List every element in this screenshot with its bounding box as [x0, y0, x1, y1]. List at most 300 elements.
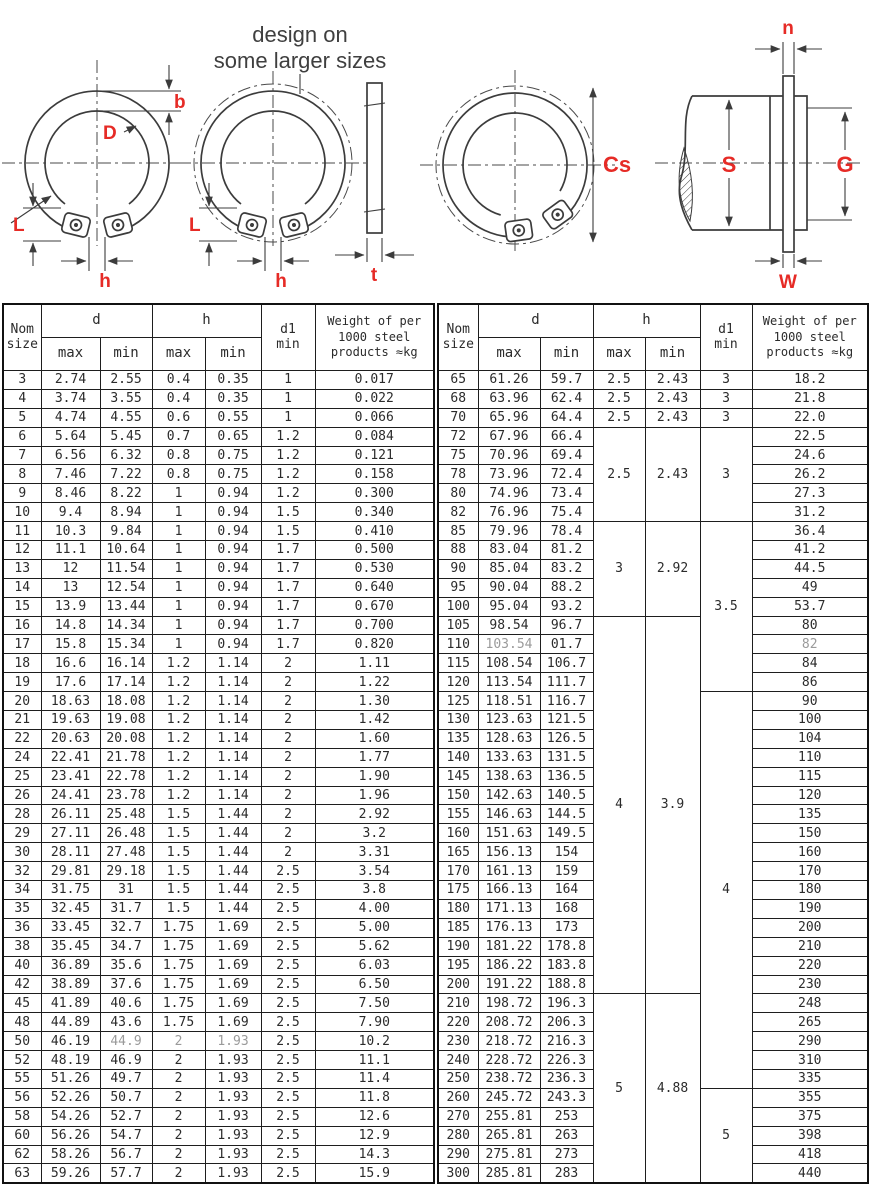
cell-h-min: 1.14 [205, 692, 261, 711]
cell-size: 36 [3, 918, 41, 937]
cell-h-max: 1.5 [152, 899, 205, 918]
header-nom-size: Nom size [3, 304, 41, 371]
cell-h-max: 1.75 [152, 937, 205, 956]
cell-d-max: 29.81 [41, 862, 100, 881]
cell-h-min: 2.43 [645, 408, 700, 427]
label-D: D [103, 123, 117, 144]
cell-weight: 180 [752, 881, 868, 900]
cell-h-min: 0.35 [205, 371, 261, 390]
table-row [3, 597, 434, 616]
cell-d-max: 142.63 [478, 786, 540, 805]
cell-d-min: 4.55 [100, 408, 152, 427]
cell-d-max: 20.63 [41, 729, 100, 748]
label-h: h [275, 271, 287, 292]
table-row [3, 711, 434, 730]
cell-d-max: 41.89 [41, 994, 100, 1013]
cell-h-min: 1.69 [205, 1013, 261, 1032]
cell-size: 70 [438, 408, 478, 427]
cell-d-min: 66.4 [540, 427, 593, 446]
cell-weight: 1.77 [315, 748, 434, 767]
header-d: d [478, 304, 593, 338]
cell-d1-min: 2 [261, 843, 315, 862]
cell-weight: 115 [752, 767, 868, 786]
cell-d-max: 4.74 [41, 408, 100, 427]
cell-size: 105 [438, 616, 478, 635]
cell-size: 14 [3, 578, 41, 597]
cell-d-max: 33.45 [41, 918, 100, 937]
cell-h-min: 1.69 [205, 975, 261, 994]
cell-h-max: 1.75 [152, 975, 205, 994]
header-d1-min: d1 min [261, 304, 315, 371]
cell-weight: 418 [752, 1145, 868, 1164]
cell-d-min: 96.7 [540, 616, 593, 635]
cell-d1-min: 1.2 [261, 465, 315, 484]
cell-d-min: 16.14 [100, 654, 152, 673]
cell-h-min: 1.14 [205, 729, 261, 748]
cell-h-min: 1.14 [205, 654, 261, 673]
label-n: n [782, 18, 794, 39]
cell-h-min: 1.14 [205, 786, 261, 805]
cell-weight: 3.54 [315, 862, 434, 881]
cell-d1-min: 2 [261, 748, 315, 767]
cell-d1-min: 2.5 [261, 1051, 315, 1070]
cell-d-max: 74.96 [478, 484, 540, 503]
cell-d-max: 14.8 [41, 616, 100, 635]
table-row [3, 1013, 434, 1032]
cell-d1-min: 1.5 [261, 503, 315, 522]
cell-d1-min: 3 [700, 427, 752, 521]
fig-front-view [2, 60, 192, 292]
cell-d1-min: 1 [261, 371, 315, 390]
table-row [3, 446, 434, 465]
cell-d-max: 245.72 [478, 1088, 540, 1107]
cell-weight: 80 [752, 616, 868, 635]
cell-d-min: 17.14 [100, 673, 152, 692]
cell-d-min: 69.4 [540, 446, 593, 465]
cell-h-min: 0.94 [205, 541, 261, 560]
cell-d1-min: 2 [261, 824, 315, 843]
cell-d-min: 10.64 [100, 541, 152, 560]
cell-weight: 3.2 [315, 824, 434, 843]
cell-weight: 310 [752, 1051, 868, 1070]
cell-h-min: 1.69 [205, 937, 261, 956]
cell-weight: 265 [752, 1013, 868, 1032]
cell-d-min: 226.3 [540, 1051, 593, 1070]
cell-d-min: 25.48 [100, 805, 152, 824]
cell-d-max: 67.96 [478, 427, 540, 446]
cell-size: 20 [3, 692, 41, 711]
cell-h-min: 2.43 [645, 371, 700, 390]
cell-d1-min: 2.5 [261, 1126, 315, 1145]
cell-size: 68 [438, 389, 478, 408]
cell-size: 8 [3, 465, 41, 484]
table-row [3, 559, 434, 578]
header-d1-min: d1 min [700, 304, 752, 371]
cell-d-min: 37.6 [100, 975, 152, 994]
cell-weight: 15.9 [315, 1164, 434, 1183]
cell-d1-min: 1 [261, 389, 315, 408]
cell-h-min: 0.94 [205, 597, 261, 616]
cell-h-min: 3.9 [645, 616, 700, 994]
table-row [3, 1126, 434, 1145]
cell-weight: 0.700 [315, 616, 434, 635]
cell-h-min: 0.94 [205, 484, 261, 503]
cell-d-max: 13 [41, 578, 100, 597]
cell-d-max: 138.63 [478, 767, 540, 786]
cell-weight: 18.2 [752, 371, 868, 390]
cell-d1-min: 2 [261, 786, 315, 805]
cell-d1-min: 2.5 [261, 937, 315, 956]
cell-d1-min: 2.5 [261, 1145, 315, 1164]
cell-size: 50 [3, 1032, 41, 1051]
cell-h-max: 0.4 [152, 389, 205, 408]
cell-h-max: 1.75 [152, 1013, 205, 1032]
cell-size: 100 [438, 597, 478, 616]
cell-weight: 0.066 [315, 408, 434, 427]
fig-section-view [335, 83, 414, 286]
cell-size: 270 [438, 1107, 478, 1126]
cell-weight: 36.4 [752, 522, 868, 541]
cell-d-min: 72.4 [540, 465, 593, 484]
table-row [438, 427, 868, 446]
cell-weight: 12.9 [315, 1126, 434, 1145]
cell-weight: 0.670 [315, 597, 434, 616]
header-h-max: max [152, 338, 205, 371]
cell-d-max: 27.11 [41, 824, 100, 843]
cell-d-max: 10.3 [41, 522, 100, 541]
cell-d-max: 238.72 [478, 1069, 540, 1088]
cell-size: 18 [3, 654, 41, 673]
cell-size: 22 [3, 729, 41, 748]
cell-d-min: 6.32 [100, 446, 152, 465]
cell-size: 13 [3, 559, 41, 578]
cell-d-max: 151.63 [478, 824, 540, 843]
cell-h-max: 1.2 [152, 786, 205, 805]
cell-d-max: 9.4 [41, 503, 100, 522]
cell-weight: 375 [752, 1107, 868, 1126]
cell-weight: 6.50 [315, 975, 434, 994]
cell-d-min: 243.3 [540, 1088, 593, 1107]
cell-h-max: 2 [152, 1164, 205, 1183]
cell-size: 170 [438, 862, 478, 881]
cell-d-min: 26.48 [100, 824, 152, 843]
cell-h-max: 1.2 [152, 654, 205, 673]
cell-size: 290 [438, 1145, 478, 1164]
cell-d1-min: 2.5 [261, 975, 315, 994]
cell-weight: 398 [752, 1126, 868, 1145]
cell-weight: 104 [752, 729, 868, 748]
cell-d-max: 52.26 [41, 1088, 100, 1107]
cell-weight: 14.3 [315, 1145, 434, 1164]
cell-size: 185 [438, 918, 478, 937]
header-nom-size: Nom size [438, 304, 478, 371]
cell-size: 63 [3, 1164, 41, 1183]
cell-d-min: 59.7 [540, 371, 593, 390]
cell-h-max: 0.8 [152, 446, 205, 465]
cell-d1-min: 3 [700, 408, 752, 427]
cell-weight: 0.300 [315, 484, 434, 503]
table-row [3, 881, 434, 900]
cell-h-min: 1.44 [205, 881, 261, 900]
cell-h-max: 1 [152, 484, 205, 503]
cell-h-max: 1 [152, 559, 205, 578]
table-row [3, 692, 434, 711]
cell-weight: 49 [752, 578, 868, 597]
cell-d1-min: 3.5 [700, 522, 752, 692]
table-row [3, 1088, 434, 1107]
cell-d1-min: 1.7 [261, 635, 315, 654]
header-h-max: max [593, 338, 645, 371]
cell-d-min: 178.8 [540, 937, 593, 956]
cell-size: 210 [438, 994, 478, 1013]
cell-d1-min: 2 [261, 711, 315, 730]
cell-weight: 12.6 [315, 1107, 434, 1126]
cell-d-max: 2.74 [41, 371, 100, 390]
cell-h-max: 0.8 [152, 465, 205, 484]
cell-d-min: 18.08 [100, 692, 152, 711]
cell-size: 48 [3, 1013, 41, 1032]
cell-d-max: 17.6 [41, 673, 100, 692]
cell-weight: 5.00 [315, 918, 434, 937]
cell-h-max: 1.5 [152, 862, 205, 881]
cell-d1-min: 2.5 [261, 899, 315, 918]
table-row [3, 824, 434, 843]
cell-d-min: 140.5 [540, 786, 593, 805]
cell-weight: 110 [752, 748, 868, 767]
cell-weight: 0.820 [315, 635, 434, 654]
cell-size: 280 [438, 1126, 478, 1145]
cell-size: 88 [438, 541, 478, 560]
cell-h-max: 1 [152, 635, 205, 654]
cell-weight: 11.8 [315, 1088, 434, 1107]
cell-d-max: 36.89 [41, 956, 100, 975]
cell-size: 32 [3, 862, 41, 881]
cell-d-max: 166.13 [478, 881, 540, 900]
cell-d-min: 78.4 [540, 522, 593, 541]
cell-d1-min: 1.7 [261, 559, 315, 578]
cell-d-min: 131.5 [540, 748, 593, 767]
cell-d1-min: 2.5 [261, 1032, 315, 1051]
cell-d-min: 13.44 [100, 597, 152, 616]
cell-size: 90 [438, 559, 478, 578]
cell-weight: 150 [752, 824, 868, 843]
cell-h-max: 2.5 [593, 389, 645, 408]
cell-h-min: 1.14 [205, 748, 261, 767]
cell-d-min: 206.3 [540, 1013, 593, 1032]
header-weight: Weight of per 1000 steel products ≈kg [752, 304, 868, 371]
cell-d-min: 83.2 [540, 559, 593, 578]
cell-d-min: 19.08 [100, 711, 152, 730]
cell-size: 95 [438, 578, 478, 597]
cell-d-max: 186.22 [478, 956, 540, 975]
cell-d-max: 113.54 [478, 673, 540, 692]
cell-d1-min: 1.7 [261, 541, 315, 560]
header-d-min: min [540, 338, 593, 371]
cell-weight: 135 [752, 805, 868, 824]
cell-h-min: 0.94 [205, 503, 261, 522]
table-row [3, 918, 434, 937]
cell-h-min: 1.69 [205, 918, 261, 937]
cell-h-min: 1.14 [205, 711, 261, 730]
cell-d-max: 46.19 [41, 1032, 100, 1051]
table-row [3, 748, 434, 767]
note-larger-sizes-line2: some larger sizes [213, 48, 387, 73]
cell-d-max: 48.19 [41, 1051, 100, 1070]
cell-d-min: 57.7 [100, 1164, 152, 1183]
cell-h-min: 0.65 [205, 427, 261, 446]
cell-weight: 82 [752, 635, 868, 654]
cell-d1-min: 2 [261, 767, 315, 786]
cell-d-min: 188.8 [540, 975, 593, 994]
cell-size: 58 [3, 1107, 41, 1126]
cell-d-min: 116.7 [540, 692, 593, 711]
cell-weight: 1.60 [315, 729, 434, 748]
cell-size: 72 [438, 427, 478, 446]
cell-d-min: 14.34 [100, 616, 152, 635]
cell-h-min: 1.93 [205, 1107, 261, 1126]
cell-h-max: 2 [152, 1051, 205, 1070]
cell-d-max: 76.96 [478, 503, 540, 522]
cell-h-max: 1.2 [152, 748, 205, 767]
cell-d-min: 35.6 [100, 956, 152, 975]
cell-d-max: 285.81 [478, 1164, 540, 1183]
cell-d-max: 98.54 [478, 616, 540, 635]
cell-weight: 90 [752, 692, 868, 711]
cell-size: 19 [3, 673, 41, 692]
table-row [3, 1145, 434, 1164]
cell-weight: 1.30 [315, 692, 434, 711]
cell-d-max: 61.26 [478, 371, 540, 390]
cell-size: 125 [438, 692, 478, 711]
cell-size: 6 [3, 427, 41, 446]
cell-weight: 230 [752, 975, 868, 994]
cell-d-max: 161.13 [478, 862, 540, 881]
cell-h-max: 1.2 [152, 692, 205, 711]
cell-h-max: 2 [152, 1107, 205, 1126]
cell-h-max: 1.5 [152, 824, 205, 843]
cell-size: 34 [3, 881, 41, 900]
cell-size: 45 [3, 994, 41, 1013]
cell-h-min: 1.93 [205, 1126, 261, 1145]
table-row [3, 541, 434, 560]
cell-h-min: 0.55 [205, 408, 261, 427]
spec-table-left [2, 303, 435, 1184]
cell-h-max: 1.75 [152, 956, 205, 975]
cell-d-max: 28.11 [41, 843, 100, 862]
cell-d-max: 228.72 [478, 1051, 540, 1070]
cell-d-max: 103.54 [478, 635, 540, 654]
cell-d-max: 176.13 [478, 918, 540, 937]
cell-d-min: 29.18 [100, 862, 152, 881]
cell-d1-min: 2 [261, 692, 315, 711]
cell-d-max: 133.63 [478, 748, 540, 767]
note-larger-sizes-line1: design on [252, 22, 348, 47]
label-L: L [13, 215, 25, 236]
cell-d-max: 15.8 [41, 635, 100, 654]
table-row [3, 729, 434, 748]
cell-weight: 0.017 [315, 371, 434, 390]
cell-weight: 22.5 [752, 427, 868, 446]
cell-d-min: 15.34 [100, 635, 152, 654]
cell-d-max: 19.63 [41, 711, 100, 730]
cell-d-min: 236.3 [540, 1069, 593, 1088]
cell-d-max: 191.22 [478, 975, 540, 994]
cell-weight: 1.11 [315, 654, 434, 673]
cell-d-max: 23.41 [41, 767, 100, 786]
spec-table-right [437, 303, 869, 1184]
table-row [3, 465, 434, 484]
cell-d1-min: 2.5 [261, 1069, 315, 1088]
cell-d-max: 58.26 [41, 1145, 100, 1164]
cell-d1-min: 2.5 [261, 1164, 315, 1183]
label-L: L [189, 215, 201, 236]
cell-d-max: 95.04 [478, 597, 540, 616]
cell-h-max: 2 [152, 1032, 205, 1051]
table-row [3, 371, 434, 390]
cell-d-min: 263 [540, 1126, 593, 1145]
cell-d-min: 136.5 [540, 767, 593, 786]
cell-d-max: 59.26 [41, 1164, 100, 1183]
cell-size: 240 [438, 1051, 478, 1070]
fig-larger-design-view [178, 71, 368, 292]
cell-d-max: 18.63 [41, 692, 100, 711]
cell-weight: 84 [752, 654, 868, 673]
cell-h-max: 1.75 [152, 994, 205, 1013]
cell-d1-min: 1.7 [261, 616, 315, 635]
cell-d1-min: 2 [261, 805, 315, 824]
cell-size: 130 [438, 711, 478, 730]
cell-weight: 1.42 [315, 711, 434, 730]
cell-d-min: 40.6 [100, 994, 152, 1013]
cell-h-max: 1 [152, 597, 205, 616]
cell-size: 82 [438, 503, 478, 522]
cell-h-min: 1.93 [205, 1088, 261, 1107]
cell-d-min: 20.08 [100, 729, 152, 748]
cell-h-min: 0.75 [205, 465, 261, 484]
cell-size: 80 [438, 484, 478, 503]
cell-h-min: 0.94 [205, 616, 261, 635]
cell-h-min: 1.93 [205, 1032, 261, 1051]
cell-size: 75 [438, 446, 478, 465]
cell-weight: 200 [752, 918, 868, 937]
table-row [3, 654, 434, 673]
cell-weight: 1.96 [315, 786, 434, 805]
cell-size: 150 [438, 786, 478, 805]
cell-d1-min: 3 [700, 371, 752, 390]
cell-h-max: 1.2 [152, 729, 205, 748]
cell-d-min: 111.7 [540, 673, 593, 692]
cell-d1-min: 2 [261, 673, 315, 692]
cell-h-min: 1.44 [205, 899, 261, 918]
cell-d-min: 144.5 [540, 805, 593, 824]
cell-weight: 10.2 [315, 1032, 434, 1051]
cell-h-max: 1 [152, 541, 205, 560]
cell-d-max: 44.89 [41, 1013, 100, 1032]
header-h-min: min [645, 338, 700, 371]
cell-weight: 100 [752, 711, 868, 730]
cell-d1-min: 2.5 [261, 1107, 315, 1126]
label-W: W [779, 272, 797, 293]
cell-d1-min: 2.5 [261, 1013, 315, 1032]
cell-h-min: 1.14 [205, 767, 261, 786]
cell-h-max: 1 [152, 522, 205, 541]
cell-d-max: 56.26 [41, 1126, 100, 1145]
cell-weight: 0.410 [315, 522, 434, 541]
cell-h-max: 2 [152, 1145, 205, 1164]
table-row [3, 1107, 434, 1126]
cell-d-max: 275.81 [478, 1145, 540, 1164]
cell-d-min: 2.55 [100, 371, 152, 390]
